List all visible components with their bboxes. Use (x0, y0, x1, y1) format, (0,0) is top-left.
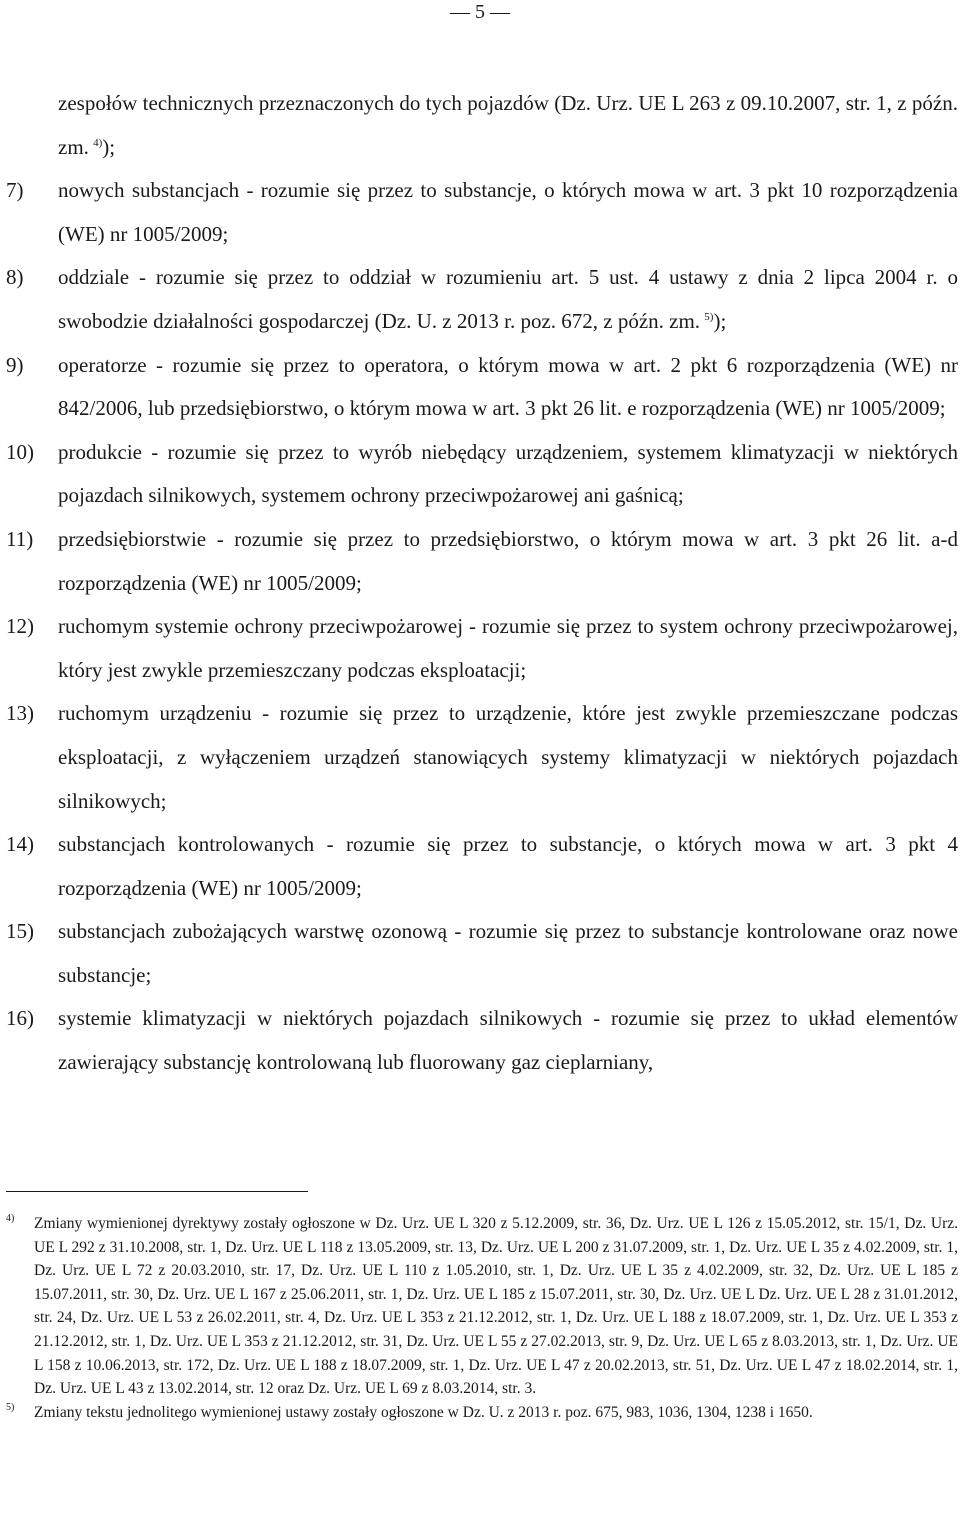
item-number: 7) (6, 178, 24, 203)
item-number: 11) (6, 526, 34, 551)
item-number: 12) (6, 614, 34, 639)
item-text: ruchomym systemie ochrony przeciwpożarowej - rozumie się przez to system ochrony przeciwpożarowej, który jest zwykle przemieszczany podczas eksploatacji; (58, 614, 958, 682)
item-text: ruchomym urządzeniu - rozumie się przez to urządzenie, które jest zwykle przemieszczane podczas eksploatacji, z wyłączeniem urządzeń stanowiących systemy klimatyzacji w niektórych pojazdach silnikowych; (58, 701, 958, 813)
footnotes (0, 1212, 960, 1424)
footnote-text: Zmiany tekstu jednolitego wymienionej ustawy zostały ogłoszone w Dz. U. z 2013 r. poz. 675, 983, 1036, 1304, 1238 i 1650. (34, 1403, 813, 1421)
definition-item-8 (0, 256, 960, 343)
item-text-closing: ); (713, 308, 727, 333)
item-number: 10) (6, 439, 34, 464)
definition-item-9 (0, 344, 960, 431)
definition-item-12 (0, 605, 960, 692)
item-number: 16) (6, 1006, 34, 1031)
definition-item-16 (0, 997, 960, 1084)
definition-item-13 (0, 692, 960, 823)
item-text: produkcie - rozumie się przez to wyrób niebędący urządzeniem, systemem klimatyzacji w niektórych pojazdach silnikowych, systemem ochrony przeciwpożarowej ani gaśnicą; (58, 439, 958, 508)
item-number: 14) (6, 832, 34, 857)
item-number: 13) (6, 701, 34, 726)
footnote-text: Zmiany wymienionej dyrektywy zostały ogłoszone w Dz. Urz. UE L 320 z 5.12.2009, str. 36, Dz. Urz. UE L 126 z 15.05.2012, str. 15/1, Dz. Urz. UE L 292 z 31.10.2008, str. 1, Dz. Urz. UE L 118 z 13.05.2009, str. 13, Dz. Urz. UE L 200 z 31.07.2009, str. 1, Dz. Urz. UE L 35 z 4.02.2009, str. 1, Dz. Urz. UE L 72 z 20.03.2010, str. 17, Dz. Urz. UE L 110 z 1.05.2010, str. 1, Dz. Urz. UE L 35 z 4.02.2009, str. 32, Dz. Urz. UE L 185 z 15.07.2011, str. 30, Dz. Urz. UE L 167 z 25.06.2011, str. 1, Dz. Urz. UE L 185 z 15.07.2011, str. 30, Dz. Urz. UE L Dz. Urz. UE L 28 z 31.01.2012, str. 24, Dz. Urz. UE L 53 z 26.02.2011, str. 4, Dz. Urz. UE L 353 z 21.12.2012, str. 1, Dz. Urz. UE L 188 z 18.07.2009, str. 1, Dz. Urz. UE L 353 z 21.12.2012, str. 1, Dz. Urz. UE L 353 z 21.12.2012, str. 31, Dz. Urz. UE L 55 z 27.02.2013, str. 9, Dz. Urz. UE L 65 z 8.03.2013, str. 1, Dz. Urz. UE L 158 z 10.06.2013, str. 172, Dz. Urz. UE L 188 z 18.07.2009, str. 1, Dz. Urz. UE L 47 z 20.02.2013, str. 51, Dz. Urz. UE L 47 z 18.02.2014, str. 1, Dz. Urz. UE L 43 z 13.02.2014, str. 12 oraz Dz. Urz. UE L 69 z 8.03.2014, str. 3. (34, 1215, 958, 1398)
definition-item-15 (0, 910, 960, 997)
item-text: nowych substancjach - rozumie się przez to substancje, o których mowa w art. 3 pkt 10 rozporządzenia (WE) nr 1005/2009; (58, 178, 958, 246)
definition-item-10 (0, 431, 960, 518)
footnote-mark: 5) (6, 1401, 15, 1413)
item-number: 8) (6, 265, 24, 290)
continued-item-main-text: zespołów technicznych przeznaczonych do tych pojazdów (Dz. Urz. UE L 263 z 09.10.2007, str. 1, z późn. zm. (58, 91, 958, 159)
footnote-reference: 5) (704, 310, 714, 323)
document-body (0, 82, 960, 1085)
continued-item-text (0, 82, 960, 169)
footnote-4 (0, 1212, 960, 1401)
item-text: substancjach kontrolowanych - rozumie się przez to substancje, o których mowa w art. 3 pkt 4 rozporządzenia (WE) nr 1005/2009; (58, 832, 958, 900)
footnote-separator (6, 1191, 308, 1192)
item-text: operatorze - rozumie się przez to operatora, o którym mowa w art. 2 pkt 6 rozporządzenia (WE) nr 842/2006, lub przedsiębiorstwo, o którym mowa w art. 3 pkt 26 lit. e rozporządzenia (WE) nr 1005/2009; (58, 352, 958, 421)
item-text: przedsiębiorstwie - rozumie się przez to przedsiębiorstwo, o którym mowa w art. 3 pkt 26 lit. a-d rozporządzenia (WE) nr 1005/2009; (58, 526, 958, 595)
footnote-mark: 4) (6, 1213, 15, 1224)
continued-item-closing: ); (102, 134, 116, 159)
page-number: — 5 — (450, 1, 510, 23)
footnote-5 (0, 1401, 960, 1425)
item-number: 15) (6, 919, 34, 944)
item-text: substancjach zubożających warstwę ozonową - rozumie się przez to substancje kontrolowane oraz nowe substancje; (58, 919, 958, 987)
item-text: systemie klimatyzacji w niektórych pojazdach silnikowych - rozumie się przez to układ elementów zawierający substancję kontrolowaną lub fluorowany gaz cieplarniany, (58, 1006, 958, 1075)
definition-item-7 (0, 169, 960, 256)
item-text: oddziale - rozumie się przez to oddział w rozumieniu art. 5 ust. 4 ustawy z dnia 2 lipca 2004 r. o swobodzie działalności gospodarczej (Dz. U. z 2013 r. poz. 672, z późn. zm. (58, 265, 958, 333)
footnote-reference: 4) (93, 136, 103, 149)
definition-item-14 (0, 823, 960, 910)
item-number: 9) (6, 352, 24, 377)
definition-item-11 (0, 518, 960, 605)
